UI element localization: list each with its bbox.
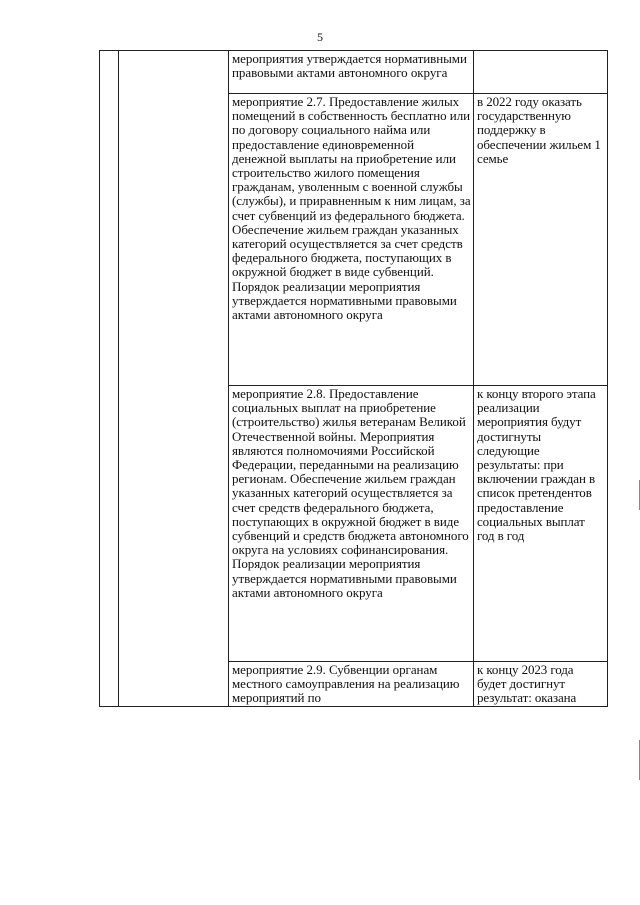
table-row xyxy=(100,51,608,94)
page-number: 5 xyxy=(317,30,323,44)
empty-cell xyxy=(119,51,229,707)
measure-result: в 2022 году оказать государственную поддержку в обеспечении жильем 1 семье xyxy=(474,94,608,386)
measure-result: к концу 2023 года будет достигнут результат: оказана xyxy=(474,662,608,707)
measure-description: мероприятия утверждается нормативными правовыми актами автономного округа xyxy=(229,51,474,94)
measure-result xyxy=(474,51,608,94)
measure-result: к концу второго этапа реализации мероприятия будут достигнуты следующие результаты: при включении граждан в список претендентов предоставление социальных выплат год в год xyxy=(474,386,608,662)
empty-cell xyxy=(100,51,119,707)
measure-description: мероприятие 2.8. Предоставление социальных выплат на приобретение (строительство) жилья ветеранам Великой Отечественной войны. Мероприятия являются полномочиями Российской Федерации, переданными на реализацию регионам. Обеспечение жильем граждан указанных категорий осуществляется за счет средств федерального бюджета, поступающих в окружной бюджет в виде субвенций и средств бюджета автономного округа на условиях софинансирования. Порядок реализации мероприятия утверждается нормативными правовыми актами автономного округа xyxy=(229,386,474,662)
measure-description: мероприятие 2.9. Субвенции органам местного самоуправления на реализацию мероприятий по xyxy=(229,662,474,707)
measure-description: мероприятие 2.7. Предоставление жилых помещений в собственность бесплатно или по договору социального найма или предоставление единовременной денежной выплаты на приобретение или строительство жилого помещения гражданам, уволенным с военной службы (службы), и приравненным к ним лицам, за счет субвенций из федерального бюджета. Обеспечение жильем граждан указанных категорий осуществляется за счет средств федерального бюджета, поступающих в окружной бюджет в виде субвенций. Порядок реализации мероприятия утверждается нормативными правовыми актами автономного округа xyxy=(229,94,474,386)
program-table xyxy=(99,50,608,707)
